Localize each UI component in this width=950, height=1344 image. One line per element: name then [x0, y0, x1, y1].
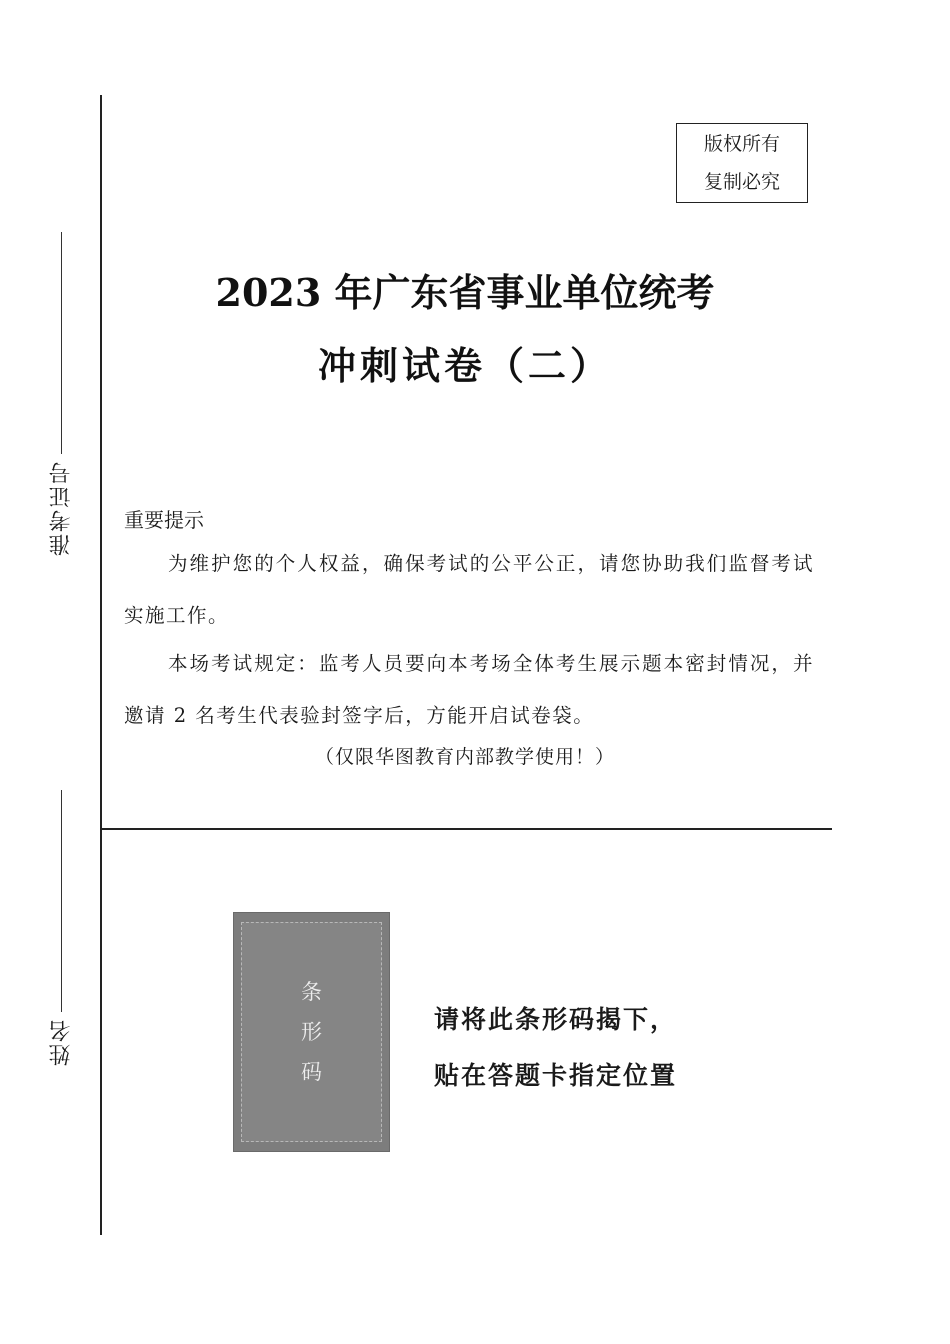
copyright-line-2: 复制必究 [703, 171, 780, 193]
copyright-line-1: 版权所有 [703, 133, 780, 155]
page-subtitle: 冲刺试卷（二） [317, 343, 612, 388]
name-label: 姓名 [49, 1018, 74, 1066]
page-title: 2023 年广东省事业单位统考 [215, 270, 715, 315]
barcode-char-1: 条 [301, 980, 322, 1004]
exam-id-label: 准考证号 [49, 460, 74, 556]
internal-use-note: （仅限华图教育内部教学使用！） [314, 746, 615, 768]
name-blank-line [61, 790, 63, 1012]
notice-heading: 重要提示 [124, 508, 204, 532]
barcode-char-2: 形 [301, 1020, 322, 1044]
copyright-box [676, 123, 808, 203]
barcode-char-3: 码 [301, 1060, 322, 1084]
notice-paragraph-2: 本场考试规定：监考人员要向本考场全体考生展示题本密封情况，并邀请 2 名考生代表验封签字后，方能开启试卷袋。 [124, 652, 814, 727]
section-divider [100, 828, 832, 830]
barcode-label [233, 972, 390, 1092]
barcode-instruction [434, 992, 677, 1104]
barcode-instruction-line-2: 贴在答题卡指定位置 [434, 1061, 678, 1090]
barcode-sticker [233, 912, 390, 1152]
barcode-instruction-line-1: 请将此条形码揭下， [434, 1005, 678, 1034]
notice-paragraph-1: 为维护您的个人权益，确保考试的公平公正，请您协助我们监督考试实施工作。 [124, 552, 814, 627]
name-field [46, 790, 77, 1066]
